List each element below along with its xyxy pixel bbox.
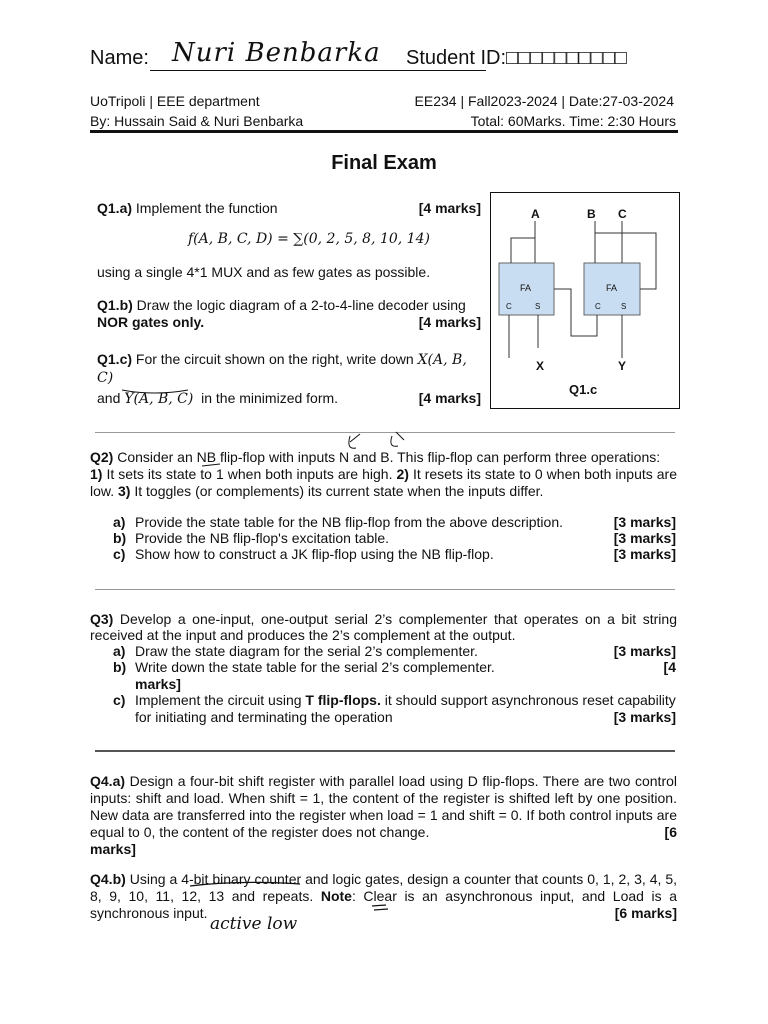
q4a-line4: equal to 0, the content of the register does not change. — [90, 824, 430, 840]
student-id-label: Student ID:□□□□□□□□□□ — [406, 47, 627, 69]
circuit-input-b: B — [587, 207, 596, 221]
q3-item-b-marks: [4 — [663, 659, 676, 675]
q4a-marks-2: marks] — [90, 841, 136, 857]
q4a-line2: inputs: shift and load. When shift = 1, the content of the register is shifted left by one position. — [90, 790, 677, 806]
q2-op3: It toggles (or complements) its current state when the inputs differ. — [134, 483, 544, 499]
q4b-marks: [6 marks] — [614, 905, 677, 921]
q2-item-a-marks: [3 marks] — [613, 514, 676, 530]
circuit-output-y: Y — [618, 359, 627, 373]
q2-item-b-text: Provide the NB flip-flop's excitation table. — [135, 530, 390, 546]
name-handwritten: Nuri Benbarka — [172, 38, 381, 68]
q2-op1-num: 1) — [90, 466, 103, 482]
q2-ops-line — [90, 466, 677, 483]
q1b-bold: NOR gates only. — [97, 314, 205, 330]
q2-text: Consider an NB flip-flop with inputs N and B. This flip-flop can perform three operations: — [117, 449, 661, 465]
q3-text1: Develop a one-input, one-output serial 2’s complementer that operates on a bit string — [119, 611, 677, 627]
q2-label: Q2) — [90, 449, 114, 465]
q4a-line1: Design a four-bit shift register with parallel load using D flip-flops. There are two control — [129, 773, 678, 789]
q2-item-a-text: Provide the state table for the NB flip-flop from the above description. — [135, 514, 564, 530]
q4b-label: Q4.b) — [90, 871, 126, 887]
q1b-marks: [4 marks] — [418, 314, 481, 330]
circuit-wires — [491, 193, 679, 408]
q1c-label: Q1.c) — [97, 351, 133, 367]
circuit-input-a: A — [531, 207, 540, 221]
q1a-formula: f(A, B, C, D) = ∑(0, 2, 5, 8, 10, 14) — [188, 231, 430, 247]
separator-3 — [95, 750, 675, 752]
q1c-text2: in the minimized form. — [201, 390, 339, 406]
separator-2 — [95, 589, 675, 590]
q3-item-c-text3: for initiating and terminating the operation — [135, 709, 393, 725]
q3-item-c-text2: it should support asynchronous reset capability — [384, 692, 676, 708]
q2-op2b: low. — [90, 483, 115, 499]
q2-item-b-marks: [3 marks] — [613, 530, 676, 546]
q2-op1: It sets its state to 1 when both inputs are high. — [106, 466, 393, 482]
circuit-caption: Q1.c — [569, 382, 598, 397]
q2-item-c-marks: [3 marks] — [613, 546, 676, 562]
q3-label: Q3) — [90, 611, 114, 627]
q3-item-c — [113, 692, 676, 709]
q1a-text: Implement the function — [135, 200, 278, 216]
q1c-and: and — [97, 390, 121, 406]
course-info: EE234 | Fall2023-2024 | Date:27-03-2024 — [414, 93, 674, 109]
q4b-line2b: : Clear is an asynchronous input, and Load is a — [351, 888, 677, 904]
q3-item-b-text: Write down the state table for the serial 2’s complementer. — [135, 659, 495, 675]
q4b-line2a: 8, 9, 10, 11, 12, 13 and repeats. — [90, 888, 314, 904]
q3-item-c-marks: [3 marks] — [613, 709, 676, 725]
q1c-x: X(A, B, C) — [97, 352, 467, 386]
handwritten-active-low: active low — [210, 914, 298, 934]
name-underline — [150, 70, 486, 71]
q1c-marks: [4 marks] — [418, 390, 481, 406]
header-rule — [90, 130, 678, 133]
q2-ops-line-2 — [90, 483, 677, 500]
q2-item-b-label: b) — [113, 530, 127, 546]
q1b-label: Q1.b) — [97, 297, 133, 313]
circuit-input-c: C — [618, 207, 627, 221]
fa-label-left: FA — [520, 283, 532, 293]
q3-intro — [90, 611, 677, 628]
q2-item-b — [113, 530, 676, 547]
q1c-y: Y(A, B, C) — [124, 391, 194, 407]
q2-item-a-label: a) — [113, 514, 126, 530]
q2-op2-num: 2) — [396, 466, 409, 482]
name-row — [90, 38, 690, 82]
q3-item-c-label: c) — [113, 692, 126, 708]
q1a-text2: using a single 4*1 MUX and as few gates as possible. — [97, 264, 431, 280]
q3-text2: received at the input and produces the 2’s complement at the output. — [90, 627, 516, 643]
q1c-text1: For the circuit shown on the right, write down — [135, 351, 414, 367]
q4a-label: Q4.a) — [90, 773, 126, 789]
q1c — [97, 351, 481, 408]
q1b — [97, 297, 481, 331]
q4a-line3: New data are transferred into the register when load = 1 and shift = 0. If both control inputs are — [90, 807, 677, 823]
q3-item-c-line2 — [135, 709, 676, 726]
totals-line: Total: 60Marks. Time: 2:30 Hours — [470, 113, 676, 129]
university-line: UoTripoli | EEE department — [90, 93, 260, 109]
q2-item-c-text: Show how to construct a JK flip-flop using the NB flip-flop. — [135, 546, 494, 562]
q2-item-c — [113, 546, 676, 563]
q2-op2: It resets its state to 0 when both inputs are — [412, 466, 678, 482]
page-title: Final Exam — [331, 152, 437, 174]
name-label: Name: — [90, 47, 149, 69]
q3-item-a-text: Draw the state diagram for the serial 2’s complementer. — [135, 643, 478, 659]
q4b-note: Note — [320, 888, 352, 904]
q1a — [97, 200, 481, 217]
handwritten-underline-marks — [120, 382, 490, 398]
fa-right-pin-s: S — [621, 302, 627, 311]
circuit-diagram — [490, 192, 680, 409]
fa-left-pin-c: C — [506, 302, 512, 311]
authors-line: By: Hussain Said & Nuri Benbarka — [90, 113, 304, 129]
q3-item-b-label: b) — [113, 659, 127, 675]
q1a-label: Q1.a) — [97, 200, 133, 216]
circuit-output-x: X — [536, 359, 545, 373]
q1a-marks: [4 marks] — [418, 200, 481, 216]
q2-op3-num: 3) — [118, 483, 131, 499]
q3-item-b-marks-2: marks] — [135, 676, 181, 692]
q2-item-c-label: c) — [113, 546, 126, 562]
q4b-line3: synchronous input. — [90, 905, 208, 921]
q3-item-c-bold: T flip-flops. — [305, 692, 381, 708]
q2-item-a — [113, 514, 676, 531]
handwritten-marks-q4 — [180, 878, 400, 918]
fa-label-right: FA — [606, 283, 618, 293]
q3-item-c-text1: Implement the circuit using — [135, 692, 302, 708]
q3-item-b — [113, 659, 676, 676]
q4b-line1: Using a 4-bit binary counter and logic gates, design a counter that counts 0, 1, 2, 3, 4, 5, — [129, 871, 678, 887]
q2-intro — [90, 449, 677, 466]
fa-left-pin-s: S — [535, 302, 541, 311]
q4a — [90, 773, 677, 858]
fa-right-pin-c: C — [595, 302, 601, 311]
q3-item-a-label: a) — [113, 643, 126, 659]
q1b-text: Draw the logic diagram of a 2-to-4-line decoder using — [136, 297, 466, 313]
q4a-marks: [6 — [664, 824, 677, 840]
q3-item-a — [113, 643, 676, 660]
q3-item-a-marks: [3 marks] — [613, 643, 676, 659]
